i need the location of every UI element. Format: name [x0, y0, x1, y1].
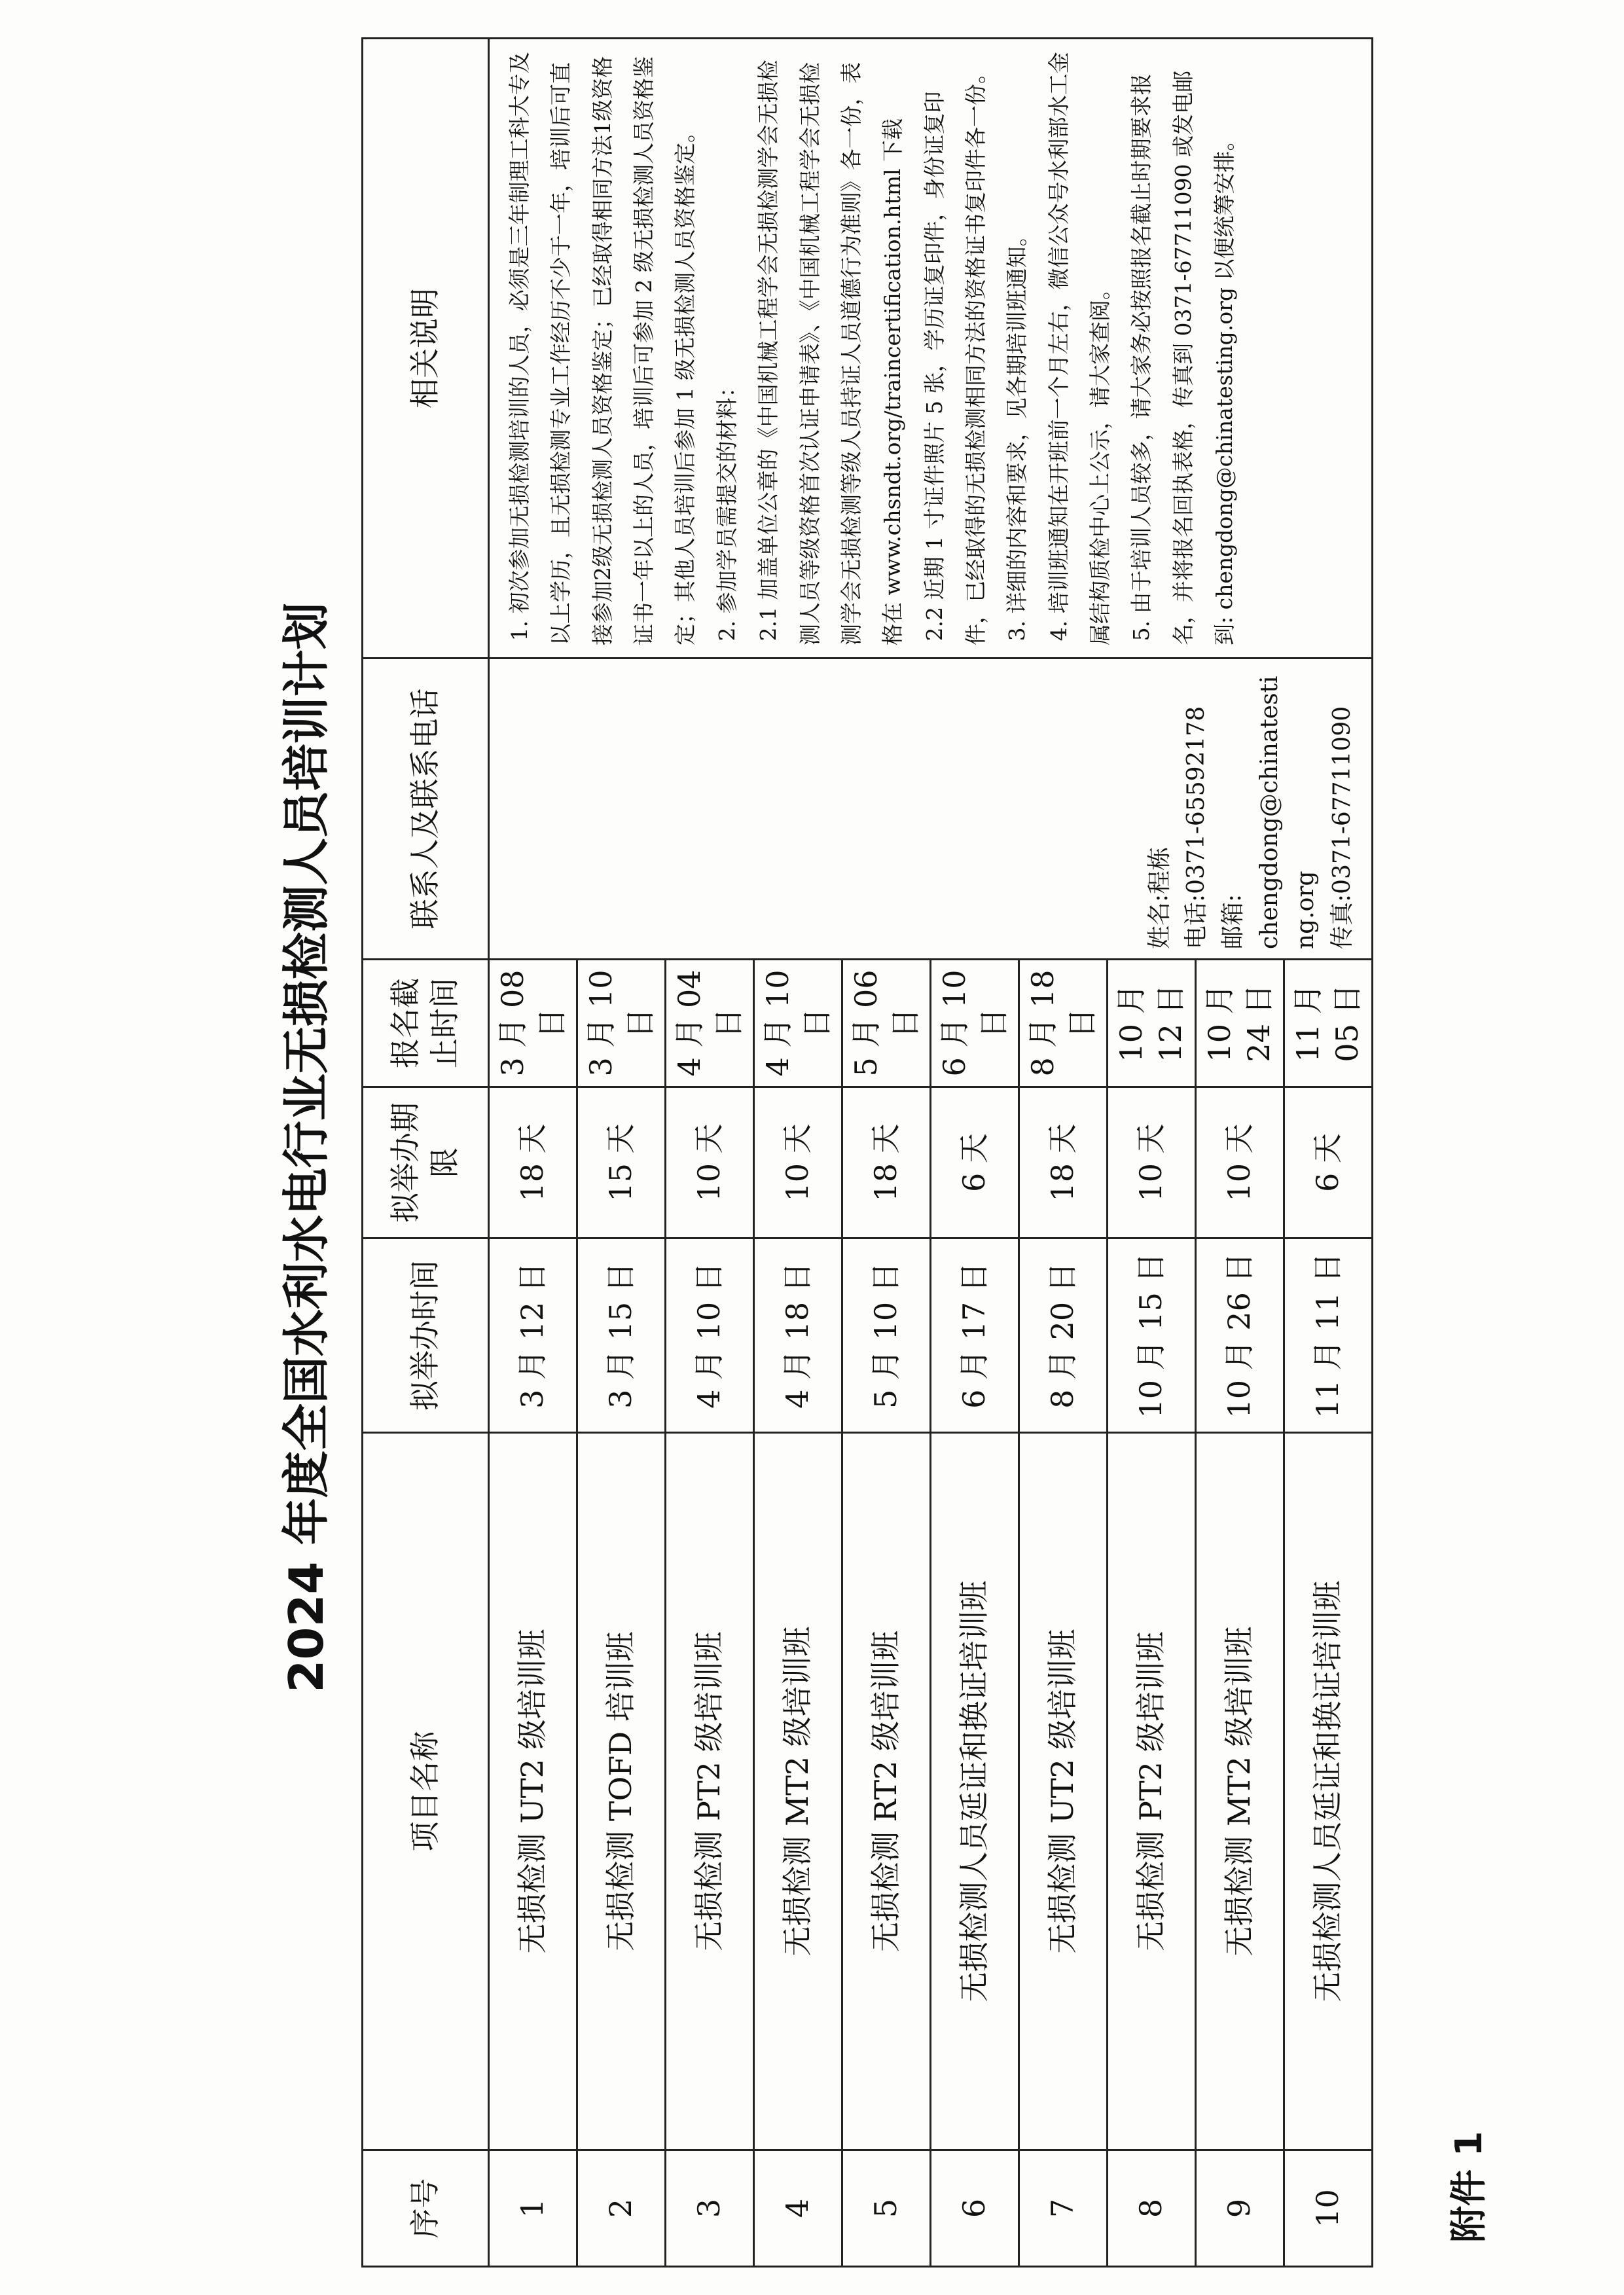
row-duration-cell: 10 天	[754, 1087, 842, 1238]
contact-fax: 传真:0371-67711090	[1329, 706, 1356, 949]
contact-cell	[489, 659, 1373, 960]
row-duration-cell: 18 天	[489, 1087, 577, 1238]
row-name-cell: 无损检测 UT2 级培训班	[489, 1433, 577, 2150]
header-contact: 联系人及联系电话	[363, 659, 489, 960]
row-deadline-cell: 8 月 18 日	[1019, 960, 1108, 1087]
row-deadline-cell: 6 月 10 日	[931, 960, 1019, 1087]
contact-email: chengdong@chinatesting.org	[1255, 676, 1320, 949]
row-name-cell: 无损检测 PT2 级培训班	[1108, 1433, 1196, 2150]
training-plan-table	[361, 37, 1373, 2268]
row-name-cell: 无损检测 RT2 级培训班	[842, 1433, 931, 2150]
row-deadline-cell: 4 月 04 日	[666, 960, 754, 1087]
contact-email-label: 邮箱:	[1219, 894, 1246, 949]
row-date-cell: 8 月 20 日	[1019, 1238, 1108, 1433]
row-date-cell: 3 月 12 日	[489, 1238, 577, 1433]
row-name-cell: 无损检测人员延证和换证培训班	[1284, 1433, 1373, 2150]
row-name-cell: 无损检测人员延证和换证培训班	[931, 1433, 1019, 2150]
row-duration-cell: 10 天	[1108, 1087, 1196, 1238]
note-paragraph: 3. 详细的内容和要求，见各期培训班通知。	[1004, 225, 1030, 642]
row-date-cell: 3 月 15 日	[577, 1238, 666, 1433]
header-duration: 拟举办期限	[363, 1087, 489, 1238]
table-row	[489, 39, 577, 2267]
note-paragraph: 4. 培训班通知在开班前一个月左右，微信公众号水利部水工金属结构质检中心上公示，请大家查阅。	[1045, 52, 1113, 645]
contact-name: 姓名:程栋	[1146, 846, 1174, 949]
row-deadline-cell: 10 月 12 日	[1108, 960, 1196, 1087]
row-date-cell: 5 月 10 日	[842, 1238, 931, 1433]
row-index-cell: 7	[1019, 2150, 1108, 2267]
notes-cell	[489, 39, 1373, 659]
row-date-cell: 6 月 17 日	[931, 1238, 1019, 1433]
row-deadline-cell: 11 月 05 日	[1284, 960, 1373, 1087]
attachment-label: 附件 1	[1448, 2131, 1490, 2243]
row-date-cell: 11 月 11 日	[1284, 1238, 1373, 1433]
row-date-cell: 4 月 10 日	[666, 1238, 754, 1433]
row-duration-cell: 10 天	[1196, 1087, 1284, 1238]
row-deadline-cell: 3 月 08 日	[489, 960, 577, 1087]
header-date: 拟举办时间	[363, 1238, 489, 1433]
row-index-cell: 3	[666, 2150, 754, 2267]
row-deadline-cell: 3 月 10 日	[577, 960, 666, 1087]
header-name: 项目名称	[363, 1433, 489, 2150]
header-notes: 相关说明	[363, 39, 489, 659]
note-paragraph: 2.1 加盖单位公章的《中国机械工程学会无损检测学会无损检测人员等级资格首次认证申请表》、《中国机械工程学会无损检测学会无损检测等级人员持证人员道德行为准则》各一份，表格在 www.chsndt.org/traincertification.html 下载	[755, 60, 906, 645]
note-paragraph: 2.2 近期 1 寸证件照片 5 张，学历证复印件，身份证复印件，已经取得的无损检测相同方法的资格证书复印件各一份。	[921, 62, 988, 645]
page-title: 2024 年度全国水利水电行业无损检测人员培训计划	[279, 602, 334, 1693]
row-duration-cell: 6 天	[1284, 1087, 1373, 1238]
row-index-cell: 1	[489, 2150, 577, 2267]
row-name-cell: 无损检测 PT2 级培训班	[666, 1433, 754, 2150]
row-deadline-cell: 5 月 06 日	[842, 960, 931, 1087]
row-index-cell: 8	[1108, 2150, 1196, 2267]
row-deadline-cell: 4 月 10 日	[754, 960, 842, 1087]
row-date-cell: 4 月 18 日	[754, 1238, 842, 1433]
row-index-cell: 2	[577, 2150, 666, 2267]
row-index-cell: 5	[842, 2150, 931, 2267]
row-name-cell: 无损检测 MT2 级培训班	[754, 1433, 842, 2150]
row-name-cell: 无损检测 UT2 级培训班	[1019, 1433, 1108, 2150]
row-duration-cell: 18 天	[842, 1087, 931, 1238]
contact-phone: 电话:0371-65592178	[1183, 706, 1210, 949]
row-index-cell: 6	[931, 2150, 1019, 2267]
row-index-cell: 9	[1196, 2150, 1284, 2267]
note-paragraph: 5. 由于培训人员较多，请大家务必按照报名截止时期要求报名，并将报名回执表格，传真到 0371-67711090 或发电邮到: chengdong@chinatesting.org 以便统筹安排。	[1128, 70, 1238, 645]
note-paragraph: 2. 参加学员需提交的材料：	[713, 376, 740, 642]
row-duration-cell: 10 天	[666, 1087, 754, 1238]
row-name-cell: 无损检测 TOFD 培训班	[577, 1433, 666, 2150]
table-header-row	[363, 39, 489, 2267]
row-duration-cell: 15 天	[577, 1087, 666, 1238]
header-index: 序号	[363, 2150, 489, 2267]
row-date-cell: 10 月 15 日	[1108, 1238, 1196, 1433]
row-duration-cell: 18 天	[1019, 1087, 1108, 1238]
row-duration-cell: 6 天	[931, 1087, 1019, 1238]
row-date-cell: 10 月 26 日	[1196, 1238, 1284, 1433]
note-paragraph: 1. 初次参加无损检测培训的人员，必须是三年制理工科大专及以上学历，且无损检测专业工作经历不少于一年，培训后可直接参加2级无损检测人员资格鉴定；已经取得相同方法1级资格证书一年以上的人员，培训后可参加 2 级无损检测人员资格鉴定；其他人员培训后参加 1 级无损检测人员资格鉴定。	[507, 52, 698, 645]
row-deadline-cell: 10 月 24 日	[1196, 960, 1284, 1087]
row-index-cell: 10	[1284, 2150, 1373, 2267]
row-index-cell: 4	[754, 2150, 842, 2267]
header-deadline: 报名截止时间	[363, 960, 489, 1087]
row-name-cell: 无损检测 MT2 级培训班	[1196, 1433, 1284, 2150]
